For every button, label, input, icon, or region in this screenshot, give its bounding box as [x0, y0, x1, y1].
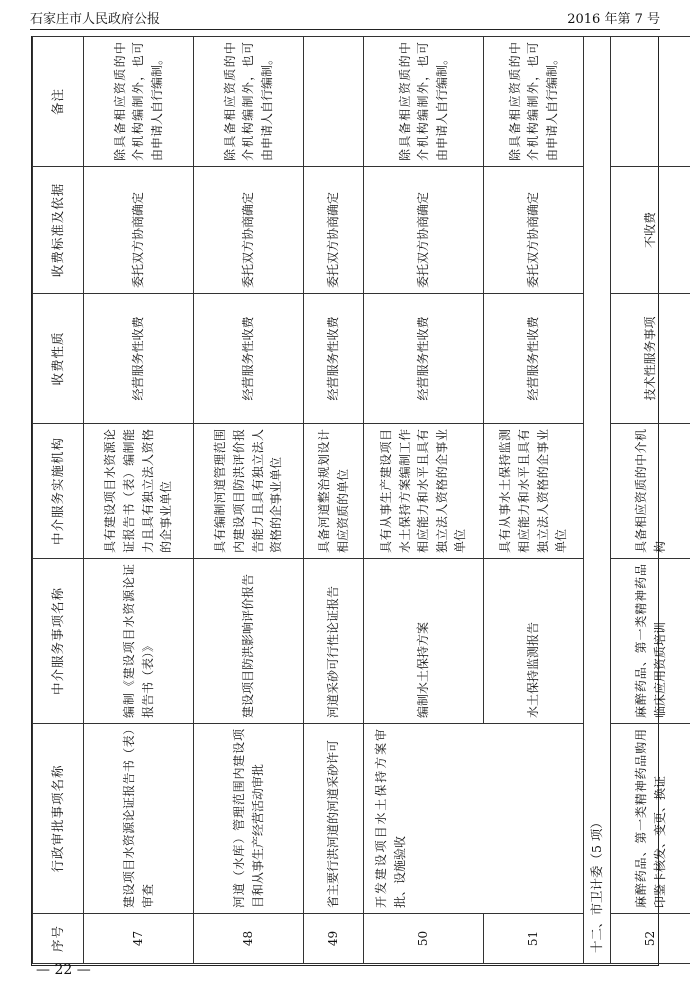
- cell-no: 50: [364, 914, 484, 964]
- cell-service: 麻醉药品、第一类精神药品临床应用资质培训: [611, 559, 690, 724]
- cell-note: 除具备相应资质的中介机构编制外，也可由申请人自行编制。: [84, 37, 194, 167]
- header-rule: [30, 29, 660, 30]
- cell-approval: 开发建设项目水土保持方案审批、设施验收: [364, 724, 584, 914]
- page-header: [30, 8, 660, 28]
- cell-agency: 具有从事水土保持监测相应能力和水平且具有独立法人资格的企事业单位: [484, 424, 584, 559]
- col-header-nature: 收费性质: [33, 294, 84, 424]
- col-header-approval: 行政审批事项名称: [33, 724, 84, 914]
- cell-note: [611, 37, 690, 167]
- table-row: [194, 37, 304, 964]
- col-header-agency: 中介服务实施机构: [33, 424, 84, 559]
- col-header-standard: 收费标准及依据: [33, 167, 84, 294]
- section-row: [584, 37, 611, 964]
- cell-agency: 具备相应资质的中介机构: [611, 424, 690, 559]
- intermediary-service-table: [32, 36, 690, 964]
- cell-agency: 具有建设项目水资源论证报告书（表）编制能力且具有独立法人资格的企事业单位: [84, 424, 194, 559]
- table-row: [611, 37, 690, 964]
- cell-no: 49: [304, 914, 364, 964]
- cell-nature: 经营服务性收费: [304, 294, 364, 424]
- col-header-note: 备注: [33, 37, 84, 167]
- cell-nature: 经营服务性收费: [194, 294, 304, 424]
- fee-table-frame: [31, 36, 667, 966]
- cell-approval: 河道（水库）管理范围内建设项目和从事生产经营活动审批: [194, 724, 304, 914]
- cell-service: 编制《建设项目水资源论证报告书（表）》: [84, 559, 194, 724]
- cell-service: 水土保持监测报告: [484, 559, 584, 724]
- cell-nature: 经营服务性收费: [364, 294, 484, 424]
- cell-standard: 委托双方协商确定: [484, 167, 584, 294]
- cell-agency: 具有编制河道管理范围内建设项目防洪评价报告能力且具有独立法人资格的企事业单位: [194, 424, 304, 559]
- publication-title: 石家庄市人民政府公报: [30, 12, 161, 27]
- rotated-table: [32, 37, 667, 964]
- col-header-no: 序号: [33, 914, 84, 964]
- cell-nature: 经营服务性收费: [84, 294, 194, 424]
- cell-no: 51: [484, 914, 584, 964]
- cell-no: 48: [194, 914, 304, 964]
- table-row: [304, 37, 364, 964]
- cell-agency: 具备河道整治规划设计相应资质的单位: [304, 424, 364, 559]
- cell-service: 建设项目防洪影响评价报告: [194, 559, 304, 724]
- cell-note: 除具备相应资质的中介机构编制外，也可由申请人自行编制。: [484, 37, 584, 167]
- col-header-service: 中介服务事项名称: [33, 559, 84, 724]
- table-header-row: [33, 37, 84, 964]
- cell-note: 除具备相应资质的中介机构编制外，也可由申请人自行编制。: [364, 37, 484, 167]
- cell-standard: 委托双方协商确定: [304, 167, 364, 294]
- section-title: 十二、市卫计委（5 项）: [584, 37, 611, 964]
- cell-agency: 具有从事生产建设项目水土保持方案编制工作相应能力和水平且具有独立法人资格的企事业单位: [364, 424, 484, 559]
- cell-no: 47: [84, 914, 194, 964]
- table-row: [364, 37, 484, 964]
- table-row: [84, 37, 194, 964]
- cell-note: [304, 37, 364, 167]
- cell-no: 52: [611, 914, 690, 964]
- cell-approval: 省主要行洪河道的河道采砂许可: [304, 724, 364, 914]
- cell-nature: 经营服务性收费: [484, 294, 584, 424]
- cell-standard: 不收费: [611, 167, 690, 294]
- cell-nature: 技术性服务事项: [611, 294, 690, 424]
- cell-service: 编制水土保持方案: [364, 559, 484, 724]
- cell-standard: 委托双方协商确定: [194, 167, 304, 294]
- cell-service: 河道采砂可行性论证报告: [304, 559, 364, 724]
- issue-number: 2016 年第 7 号: [567, 12, 660, 27]
- cell-note: 除具备相应资质的中介机构编制外，也可由申请人自行编制。: [194, 37, 304, 167]
- cell-standard: 委托双方协商确定: [84, 167, 194, 294]
- cell-approval: 建设项目水资源论证报告书（表）审查: [84, 724, 194, 914]
- page-number: — 22 —: [36, 962, 91, 978]
- cell-approval: 麻醉药品、第一类精神药品购用印鉴卡核发、变更、换证: [611, 724, 690, 914]
- cell-standard: 委托双方协商确定: [364, 167, 484, 294]
